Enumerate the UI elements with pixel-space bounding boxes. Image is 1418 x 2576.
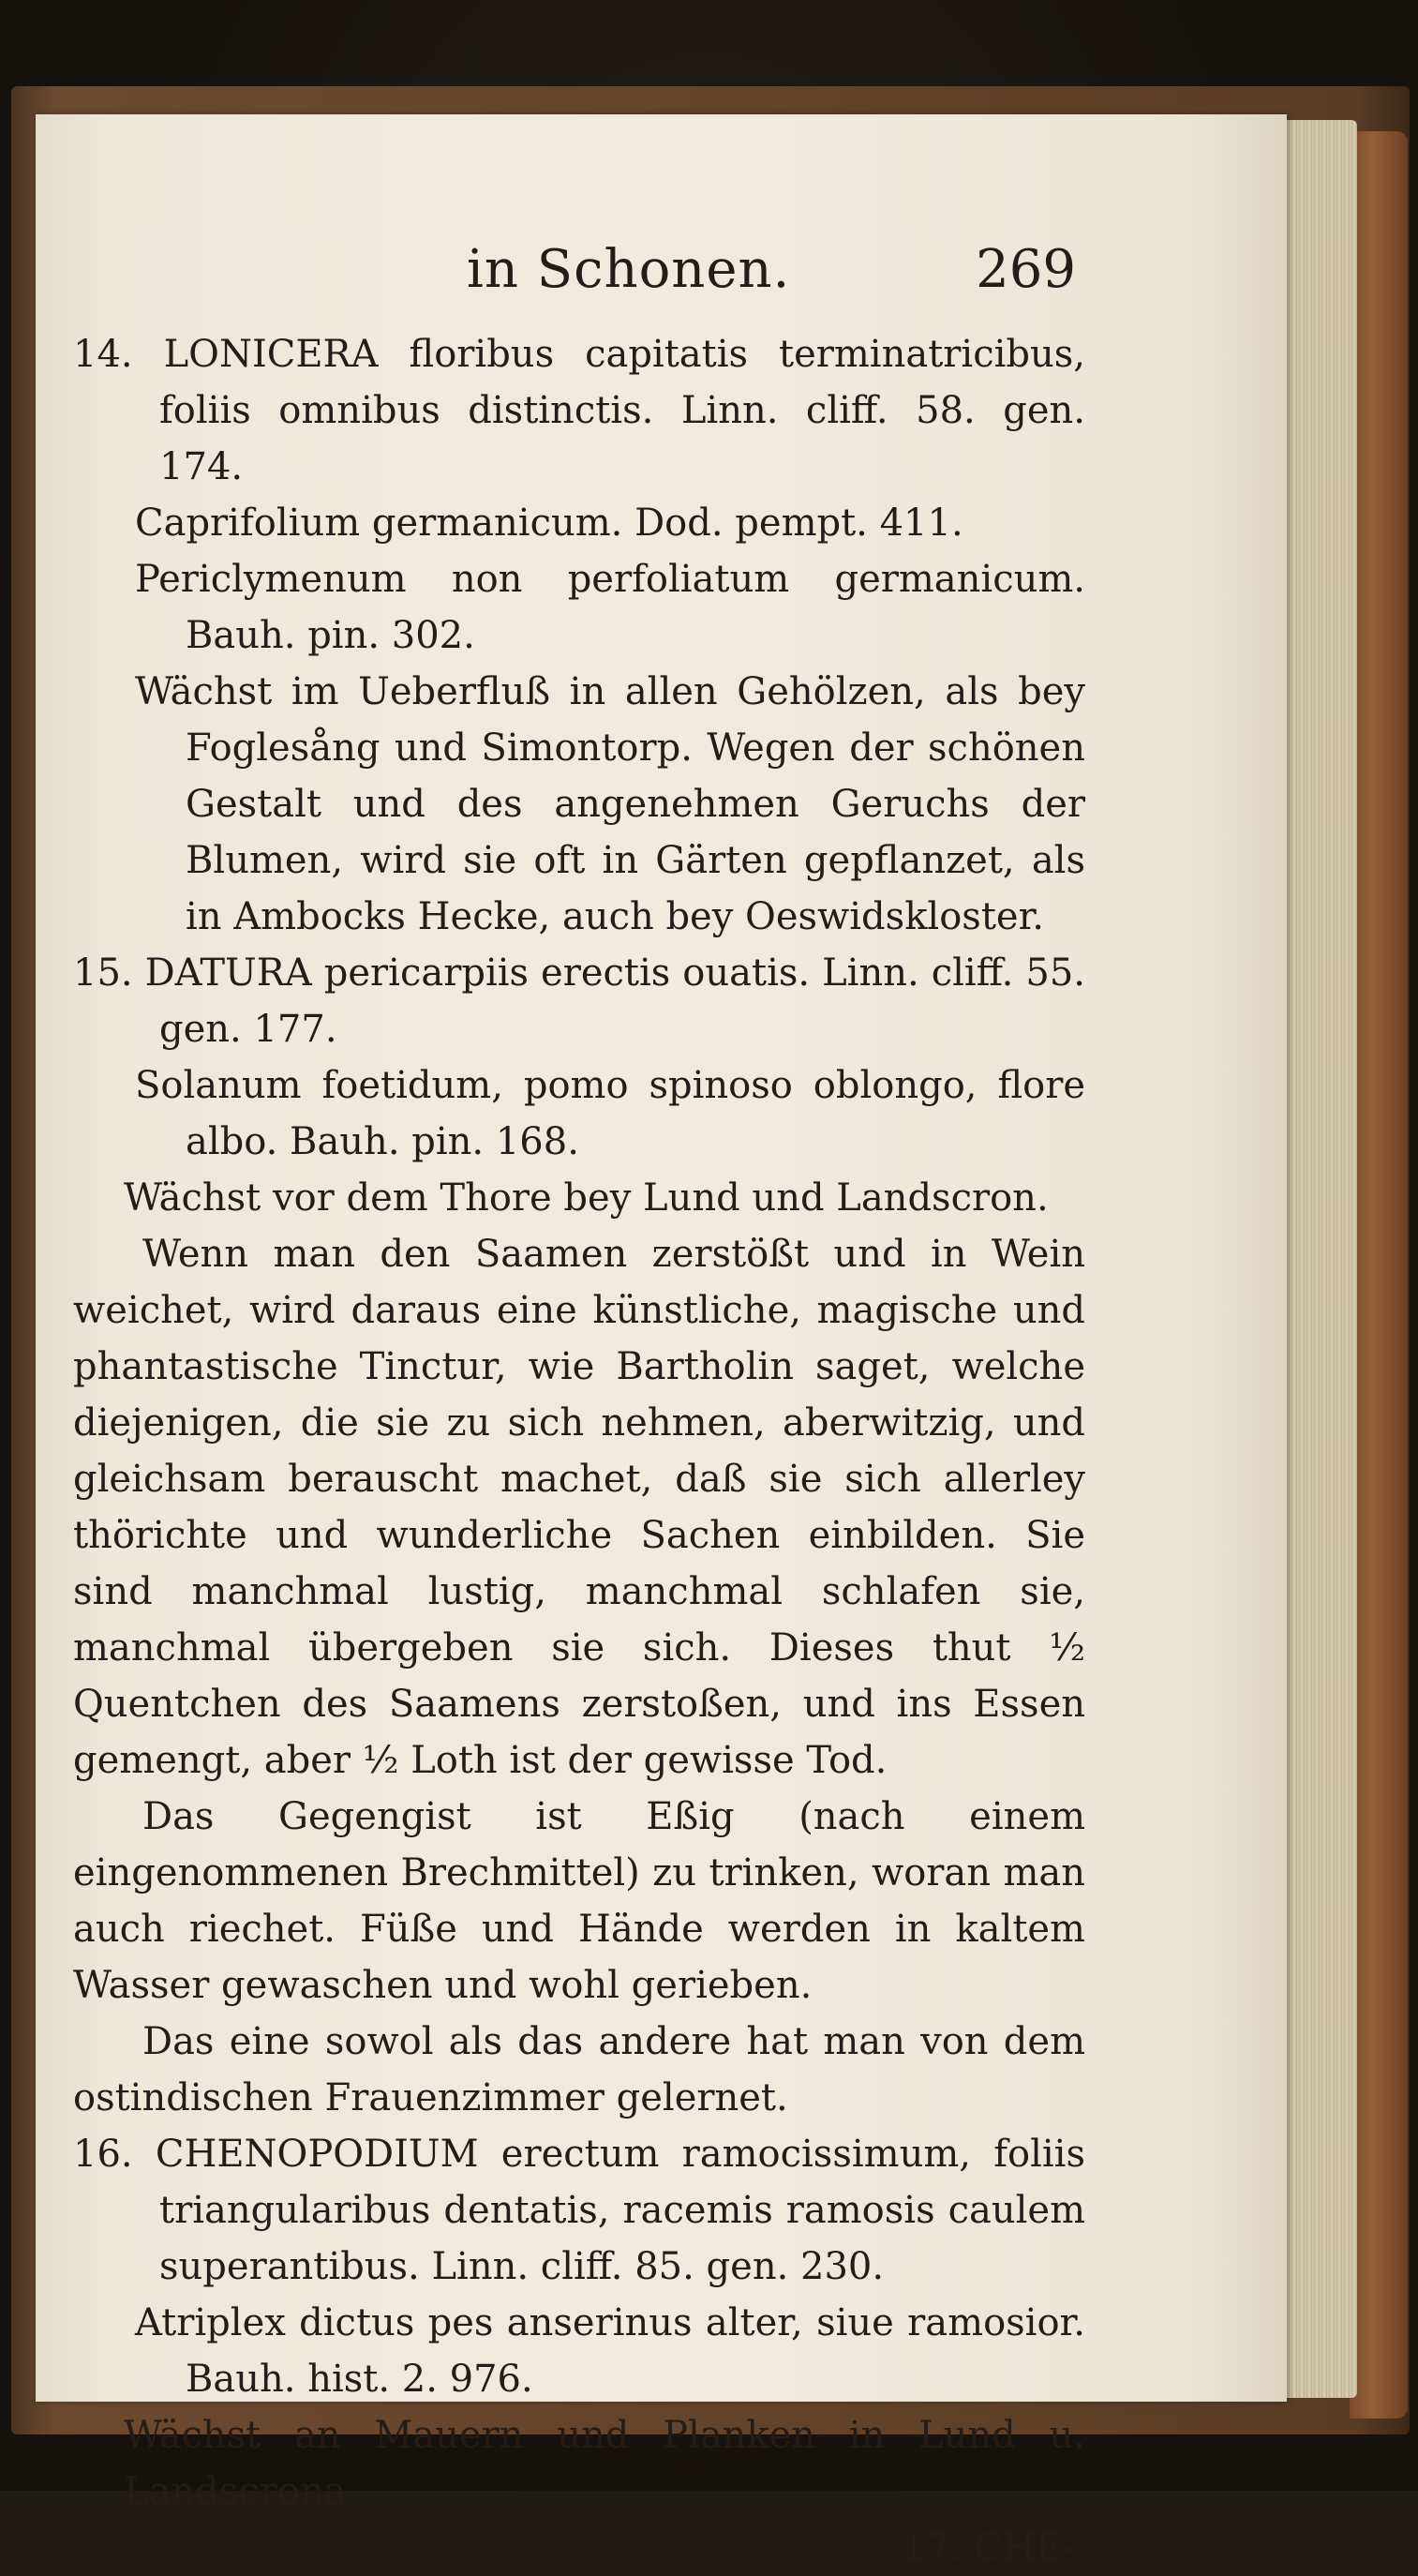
entry-15-paragraph-1: Wenn man den Saamen zerstößt und in Wein weichet, wird daraus eine künstliche, magische und phantastische Tinctur, wie Bartholin saget, welche diejenigen, die sie zu sich nehmen, aberwitzig, und gleichsam berauscht machet, daß sie sich allerley thörichte und wunderliche Sachen einbilden. Sie sind manchmal lustig, manchmal schlafen sie, manchmal übergeben sie sich. Dieses thut ½ Quentchen des Saamens zerstoßen, und ins Essen gemengt, aber ½ Loth ist der gewisse Tod.: [73, 1233, 1085, 1782]
entry-15-synonym-1: Solanum foetidum, pomo spinoso oblongo, flore albo. Bauh. pin. 168.: [135, 1064, 1085, 1163]
entry-14-synonym-2: Periclymenum non perfoliatum germanicum. Bauh. pin. 302.: [135, 558, 1085, 657]
entry-14-heading: 14. LONICERA floribus capitatis terminatricibus, foliis omnibus distinctis. Linn. cliff. 58. gen. 174.: [73, 333, 1085, 488]
book-spine-edge: [1350, 131, 1408, 2419]
entry-15-paragraph-3: Das eine sowol als das andere hat man von dem ostindischen Frauenzimmer gelernet.: [73, 2020, 1085, 2119]
entry-15-heading: 15. DATURA pericarpiis erectis ouatis. Linn. cliff. 55. gen. 177.: [73, 951, 1085, 1051]
entry-16-heading: 16. CHENOPODIUM erectum ramocissimum, foliis triangularibus dentatis, racemis ramosis caulem superantibus. Linn. cliff. 85. gen. 230.: [73, 2133, 1085, 2288]
page-text: [73, 236, 1085, 2576]
entry-15-note: Wächst vor dem Thore bey Lund und Landscron.: [124, 1176, 1049, 1220]
catchword: 17. CHE-: [902, 2526, 1076, 2569]
entry-14-synonym-1: Caprifolium germanicum. Dod. pempt. 411.: [135, 502, 963, 545]
book-page: [36, 114, 1287, 2569]
page-header: [73, 236, 1085, 321]
page-edges: [1282, 120, 1357, 2398]
entry-14-note: Wächst im Ueberfluß in allen Gehölzen, als bey Foglesång und Simontorp. Wegen der schönen Gestalt und des angenehmen Geruchs der Blumen, wird sie oft in Gärten gepflanzet, als in Ambocks Hecke, auch bey Oeswidskloster.: [135, 670, 1085, 938]
entry-15-paragraph-2: Das Gegengist ist Eßig (nach einem eingenommenen Brechmittel) zu trinken, woran man auch riechet. Füße und Hände werden in kaltem Wasser gewaschen und wohl gerieben.: [73, 1795, 1085, 2007]
page-number: 269: [976, 239, 1076, 300]
entry-16-note: Wächst an Mauern und Planken in Lund u. Landscrona.: [124, 2414, 1085, 2513]
running-title: in Schonen.: [467, 239, 791, 300]
entry-16-synonym-1: Atriplex dictus pes anserinus alter, siue ramosior. Bauh. hist. 2. 976.: [135, 2301, 1085, 2401]
